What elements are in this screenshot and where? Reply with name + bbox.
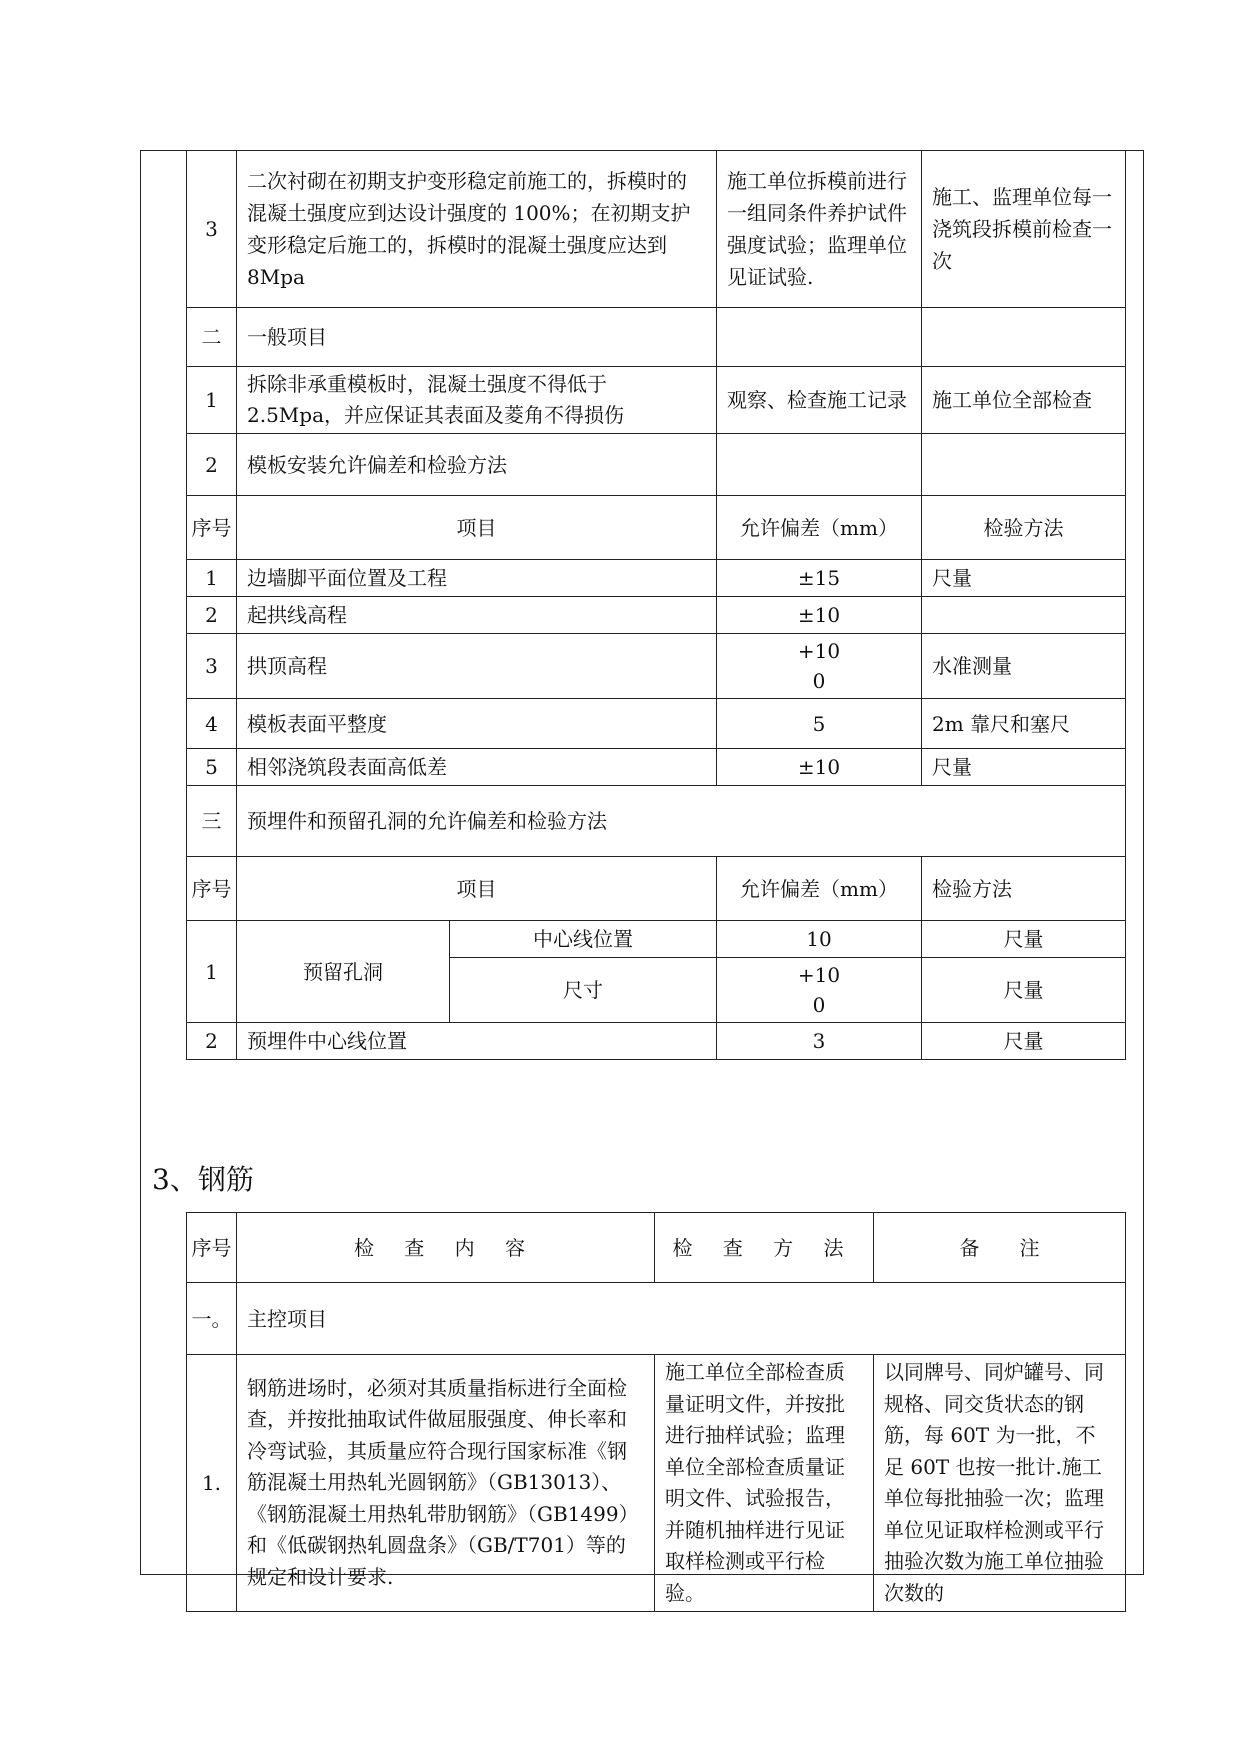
rebar-table xyxy=(186,1212,1126,1612)
row-item: 起拱线高程 xyxy=(237,597,717,634)
section-no: 三 xyxy=(187,786,237,857)
row-no: 1 xyxy=(187,560,237,597)
row-no: 1. xyxy=(187,1355,237,1612)
row-item: 相邻浇筑段表面高低差 xyxy=(237,749,717,786)
section-label: 主控项目 xyxy=(237,1283,1126,1355)
row-content: 二次衬砌在初期支护变形稳定前施工的，拆模时的混凝土强度应到达设计强度的 100%；在初期支护变形稳定后施工的，拆模时的混凝土强度应达到 8Mpa xyxy=(237,151,717,308)
table-row xyxy=(187,921,1126,958)
section-no: 二 xyxy=(187,308,237,367)
row-note: 施工、监理单位每一浇筑段拆模前检查一次 xyxy=(922,151,1126,308)
header-method: 检验方法 xyxy=(922,857,1126,921)
header-no: 序号 xyxy=(187,1213,237,1283)
header-tolerance: 允许偏差（mm） xyxy=(717,496,922,560)
row-no: 2 xyxy=(187,434,237,496)
row-method: 2m 靠尺和塞尺 xyxy=(922,699,1126,749)
row-content: 模板安装允许偏差和检验方法 xyxy=(237,434,717,496)
row-method: 尺量 xyxy=(922,560,1126,597)
row-note: 以同牌号、同炉罐号、同规格、同交货状态的钢筋，每 60T 为一批，不足 60T 也按一批计.施工单位每批抽验一次；监理单位见证取样检测或平行抽验次数为施工单位抽验次数的 xyxy=(874,1355,1126,1612)
row-tolerance: 10 xyxy=(717,921,922,958)
row-item: 模板表面平整度 xyxy=(237,699,717,749)
row-method: 尺量 xyxy=(922,921,1126,958)
row-method: 施工单位拆模前进行一组同条件养护试件强度试验；监理单位见证试验. xyxy=(717,151,922,308)
table-header-row xyxy=(187,857,1126,921)
table-row xyxy=(187,308,1126,367)
header-method: 检 查 方 法 xyxy=(655,1213,874,1283)
section-title: 3、钢筋 xyxy=(152,1163,254,1196)
row-tolerance: ±10 xyxy=(717,749,922,786)
row-tolerance: 5 xyxy=(717,699,922,749)
row-tolerance xyxy=(717,958,922,1023)
formwork-table xyxy=(186,150,1126,1060)
header-content: 检 查 内 容 xyxy=(237,1213,655,1283)
table-row xyxy=(187,749,1126,786)
header-tolerance: 允许偏差（mm） xyxy=(717,857,922,921)
row-item: 拱顶高程 xyxy=(237,634,717,699)
header-item: 项目 xyxy=(237,857,717,921)
table-row xyxy=(187,367,1126,434)
header-no: 序号 xyxy=(187,857,237,921)
row-tolerance xyxy=(717,634,922,699)
row-content: 钢筋进场时，必须对其质量指标进行全面检查，并按批抽取试件做屈服强度、伸长率和冷弯试验，其质量应符合现行国家标准《钢筋混凝土用热轧光圆钢筋》（GB13013）、《钢筋混凝土用热轧带肋钢筋》（GB1499）和《低碳钢热轧圆盘条》（GB/T701）等的规定和设计要求. xyxy=(237,1355,655,1612)
table-row xyxy=(187,634,1126,699)
row-no: 2 xyxy=(187,1023,237,1060)
table-header-row xyxy=(187,1213,1126,1283)
section-label: 一般项目 xyxy=(237,308,717,367)
tolerance-lower: 0 xyxy=(812,669,826,693)
tolerance-upper: +10 xyxy=(797,963,841,987)
row-method: 尺量 xyxy=(922,1023,1126,1060)
row-tolerance: ±15 xyxy=(717,560,922,597)
row-method: 施工单位全部检查质量证明文件，并按批进行抽样试验；监理单位全部检查质量证明文件、试验报告，并随机抽样进行见证取样检测或平行检验。 xyxy=(655,1355,874,1612)
row-method: 观察、检查施工记录 xyxy=(717,367,922,434)
header-method: 检验方法 xyxy=(922,496,1126,560)
row-tolerance: ±10 xyxy=(717,597,922,634)
row-item: 尺寸 xyxy=(450,958,717,1023)
header-note: 备 注 xyxy=(874,1213,1126,1283)
tolerance-lower: 0 xyxy=(812,993,826,1017)
row-no: 3 xyxy=(187,634,237,699)
table-row xyxy=(187,597,1126,634)
row-no: 2 xyxy=(187,597,237,634)
table-row xyxy=(187,1355,1126,1612)
header-item: 项目 xyxy=(237,496,717,560)
row-method: 尺量 xyxy=(922,749,1126,786)
row-item: 边墙脚平面位置及工程 xyxy=(237,560,717,597)
row-no: 3 xyxy=(187,151,237,308)
row-item: 中心线位置 xyxy=(450,921,717,958)
row-group: 预留孔洞 xyxy=(237,921,450,1023)
row-tolerance: 3 xyxy=(717,1023,922,1060)
row-note: 施工单位全部检查 xyxy=(922,367,1126,434)
table-row xyxy=(187,1283,1126,1355)
tolerance-upper: +10 xyxy=(797,639,841,663)
table-row xyxy=(187,434,1126,496)
row-no: 4 xyxy=(187,699,237,749)
row-method xyxy=(922,597,1126,634)
row-item: 预埋件中心线位置 xyxy=(237,1023,717,1060)
section-no: 一。 xyxy=(187,1283,237,1355)
row-no: 5 xyxy=(187,749,237,786)
table-header-row xyxy=(187,496,1126,560)
table-row xyxy=(187,151,1126,308)
table-row xyxy=(187,1023,1126,1060)
section-label: 预埋件和预留孔洞的允许偏差和检验方法 xyxy=(237,786,1126,857)
row-method: 水准测量 xyxy=(922,634,1126,699)
table-row xyxy=(187,786,1126,857)
row-no: 1 xyxy=(187,921,237,1023)
table-row xyxy=(187,560,1126,597)
row-no: 1 xyxy=(187,367,237,434)
table-row xyxy=(187,699,1126,749)
row-content: 拆除非承重模板时，混凝土强度不得低于 2.5Mpa，并应保证其表面及菱角不得损伤 xyxy=(237,367,717,434)
row-method: 尺量 xyxy=(922,958,1126,1023)
header-no: 序号 xyxy=(187,496,237,560)
